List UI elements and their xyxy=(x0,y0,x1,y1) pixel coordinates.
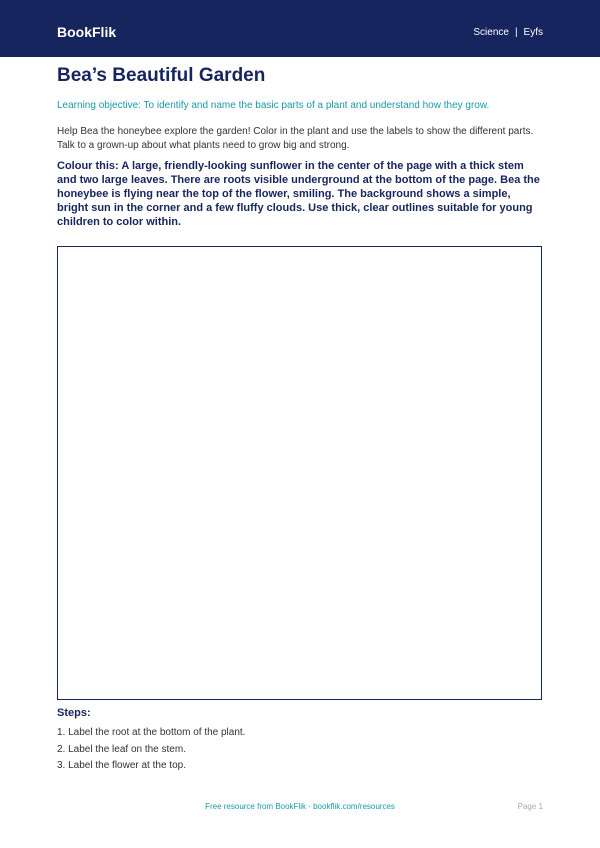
intro-text: Help Bea the honeybee explore the garden! Color in the plant and use the labels to show the different parts. Talk to a grown-up about what plants need to grow big and strong. xyxy=(57,126,534,151)
level-label: Eyfs xyxy=(523,27,543,38)
steps-heading: Steps: xyxy=(57,707,91,719)
subject-level xyxy=(473,27,543,39)
subject-label: Science xyxy=(473,27,509,38)
brand-logo-text: BookFlik xyxy=(57,24,117,40)
steps-list xyxy=(57,725,245,775)
learning-objective: Learning objective: To identify and name the basic parts of a plant and understand how they grow. xyxy=(57,100,490,111)
subject-separator: | xyxy=(514,27,518,38)
page-title: Bea’s Beautiful Garden xyxy=(57,65,266,86)
footer-credit: Free resource from BookFlik · bookflik.com/resources xyxy=(205,802,395,811)
colouring-area xyxy=(57,246,542,700)
step-item: 2. Label the leaf on the stem. xyxy=(57,743,186,755)
page-number: Page 1 xyxy=(517,802,543,811)
header-bar xyxy=(0,0,600,57)
step-item: 3. Label the flower at the top. xyxy=(57,760,186,771)
colour-prompt: Colour this: A large, friendly-looking sunflower in the center of the page with a thick stem and two large leaves. There are roots visible underground at the bottom of the page. Bea the honeybee is flying near the top of the flower, smiling. The background shows a simple, bright sun in the corner and a few fluffy clouds. Use thick, clear outlines suitable for young children to color within. xyxy=(57,160,540,228)
step-item: 1. Label the root at the bottom of the plant. xyxy=(57,727,246,738)
